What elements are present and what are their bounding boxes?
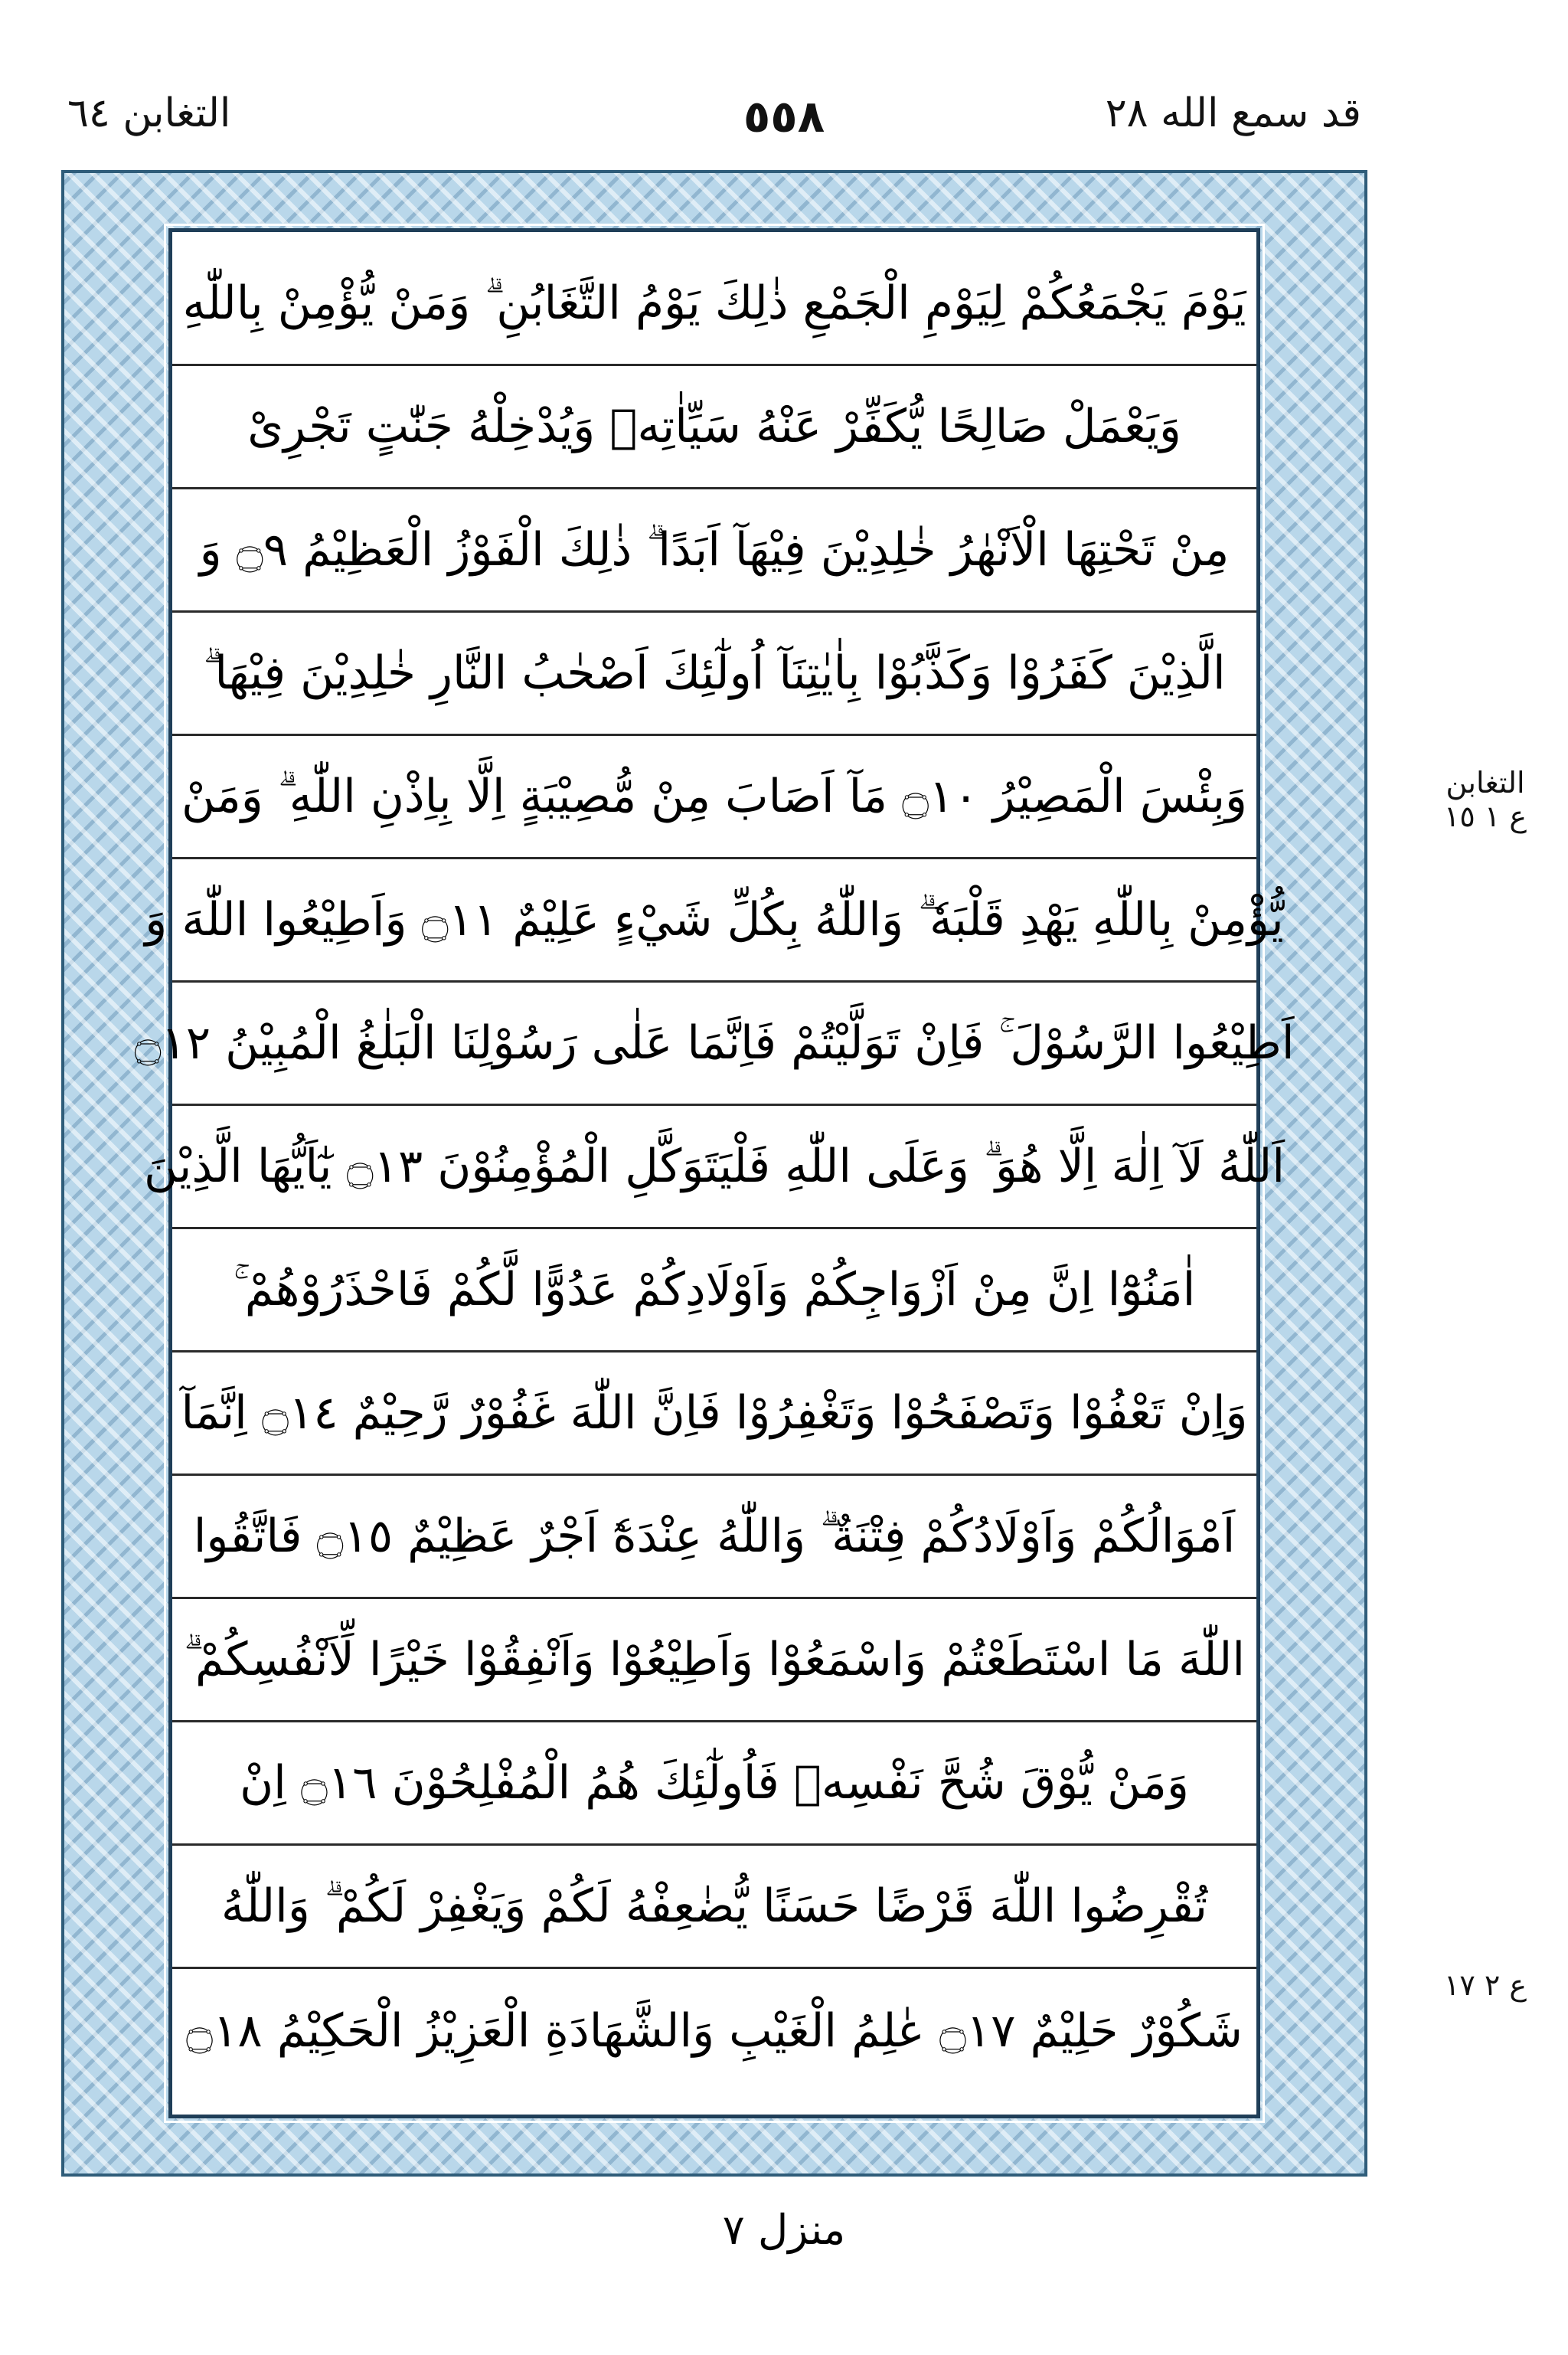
page-number: ٥٥٨ bbox=[743, 90, 825, 142]
verse-line-7: اَطِيْعُوا الرَّسُوْلَ ۚ فَاِنْ تَوَلَّيْتُمْ فَاِنَّمَا عَلٰى رَسُوْلِنَا الْبَلٰغُ الْمُبِيْنُ ۝١٢ bbox=[172, 983, 1256, 1106]
verse-line-9: اٰمَنُوْٓا اِنَّ مِنْ اَزْوَاجِكُمْ وَاَوْلَادِكُمْ عَدُوًّا لَّكُمْ فَاحْذَرُوْهُمْ ۚ bbox=[172, 1229, 1256, 1352]
verse-line-10: وَاِنْ تَعْفُوْا وَتَصْفَحُوْا وَتَغْفِرُوْا فَاِنَّ اللّٰهَ غَفُوْرٌ رَّحِيْمٌ ۝١٤ اِنَّمَآ bbox=[172, 1352, 1256, 1476]
verse-line-2: وَيَعْمَلْ صَالِحًا يُّكَفِّرْ عَنْهُ سَيِّاٰتِهٖ وَيُدْخِلْهُ جَنّٰتٍ تَجْرِىْ bbox=[172, 366, 1256, 489]
verse-line-5: وَبِئْسَ الْمَصِيْرُ ۝١٠ مَآ اَصَابَ مِنْ مُّصِيْبَةٍ اِلَّا بِاِذْنِ اللّٰهِ ۗ وَمَنْ bbox=[172, 736, 1256, 859]
juz-name: قد سمع الله ٢٨ bbox=[1105, 90, 1361, 136]
verse-line-14: تُقْرِضُوا اللّٰهَ قَرْضًا حَسَنًا يُّضٰعِفْهُ لَكُمْ وَيَغْفِرْ لَكُمْ ۗ وَاللّٰهُ bbox=[172, 1846, 1256, 1969]
verse-line-6: يُّؤْمِنْ بِاللّٰهِ يَهْدِ قَلْبَهٗ ۗ وَاللّٰهُ بِكُلِّ شَيْءٍ عَلِيْمٌ ۝١١ وَاَطِيْعُوا اللّٰهَ وَ bbox=[172, 859, 1256, 983]
ruku-marker-1: التغابن ع ١ ١٥ bbox=[1443, 766, 1527, 833]
surah-name: التغابن ٦٤ bbox=[67, 90, 231, 136]
verse-line-1: يَوْمَ يَجْمَعُكُمْ لِيَوْمِ الْجَمْعِ ذٰلِكَ يَوْمُ التَّغَابُنِ ۗ وَمَنْ يُّؤْمِنْ بِاللّٰهِ bbox=[172, 243, 1256, 366]
page-header bbox=[0, 77, 1568, 161]
verse-line-11: اَمْوَالُكُمْ وَاَوْلَادُكُمْ فِتْنَةٌ ۗ وَاللّٰهُ عِنْدَهٗٓ اَجْرٌ عَظِيْمٌ ۝١٥ فَاتَّقُوا bbox=[172, 1476, 1256, 1599]
manzil-label: منزل ٧ bbox=[722, 2206, 846, 2254]
verse-line-13: وَمَنْ يُّوْقَ شُحَّ نَفْسِهٖ فَاُولٰٓئِكَ هُمُ الْمُفْلِحُوْنَ ۝١٦ اِنْ bbox=[172, 1722, 1256, 1846]
verse-lines bbox=[134, 243, 1295, 2092]
ruku-marker-2: ع ٢ ١٧ bbox=[1443, 1968, 1527, 2002]
verse-line-3: مِنْ تَحْتِهَا الْاَنْهٰرُ خٰلِدِيْنَ فِيْهَآ اَبَدًا ۗ ذٰلِكَ الْفَوْزُ الْعَظِيْمُ ۝٩ وَ bbox=[172, 489, 1256, 613]
verse-line-8: اَللّٰهُ لَآ اِلٰهَ اِلَّا هُوَ ۗ وَعَلَى اللّٰهِ فَلْيَتَوَكَّلِ الْمُؤْمِنُوْنَ ۝١٣ يٰٓاَيُّهَا الَّذِيْنَ bbox=[172, 1106, 1256, 1229]
verse-line-4: الَّذِيْنَ كَفَرُوْا وَكَذَّبُوْا بِاٰيٰتِنَآ اُولٰٓئِكَ اَصْحٰبُ النَّارِ خٰلِدِيْنَ فِيْهَا ۗ bbox=[172, 613, 1256, 736]
verse-line-12: اللّٰهَ مَا اسْتَطَعْتُمْ وَاسْمَعُوْا وَاَطِيْعُوْا وَاَنْفِقُوْا خَيْرًا لِّاَنْفُسِكُمْ ۗ bbox=[172, 1599, 1256, 1722]
text-panel bbox=[134, 228, 1295, 2118]
verse-line-15: شَكُوْرٌ حَلِيْمٌ ۝١٧ عٰلِمُ الْغَيْبِ وَالشَّهَادَةِ الْعَزِيْزُ الْحَكِيْمُ ۝١٨ bbox=[186, 2003, 1243, 2058]
